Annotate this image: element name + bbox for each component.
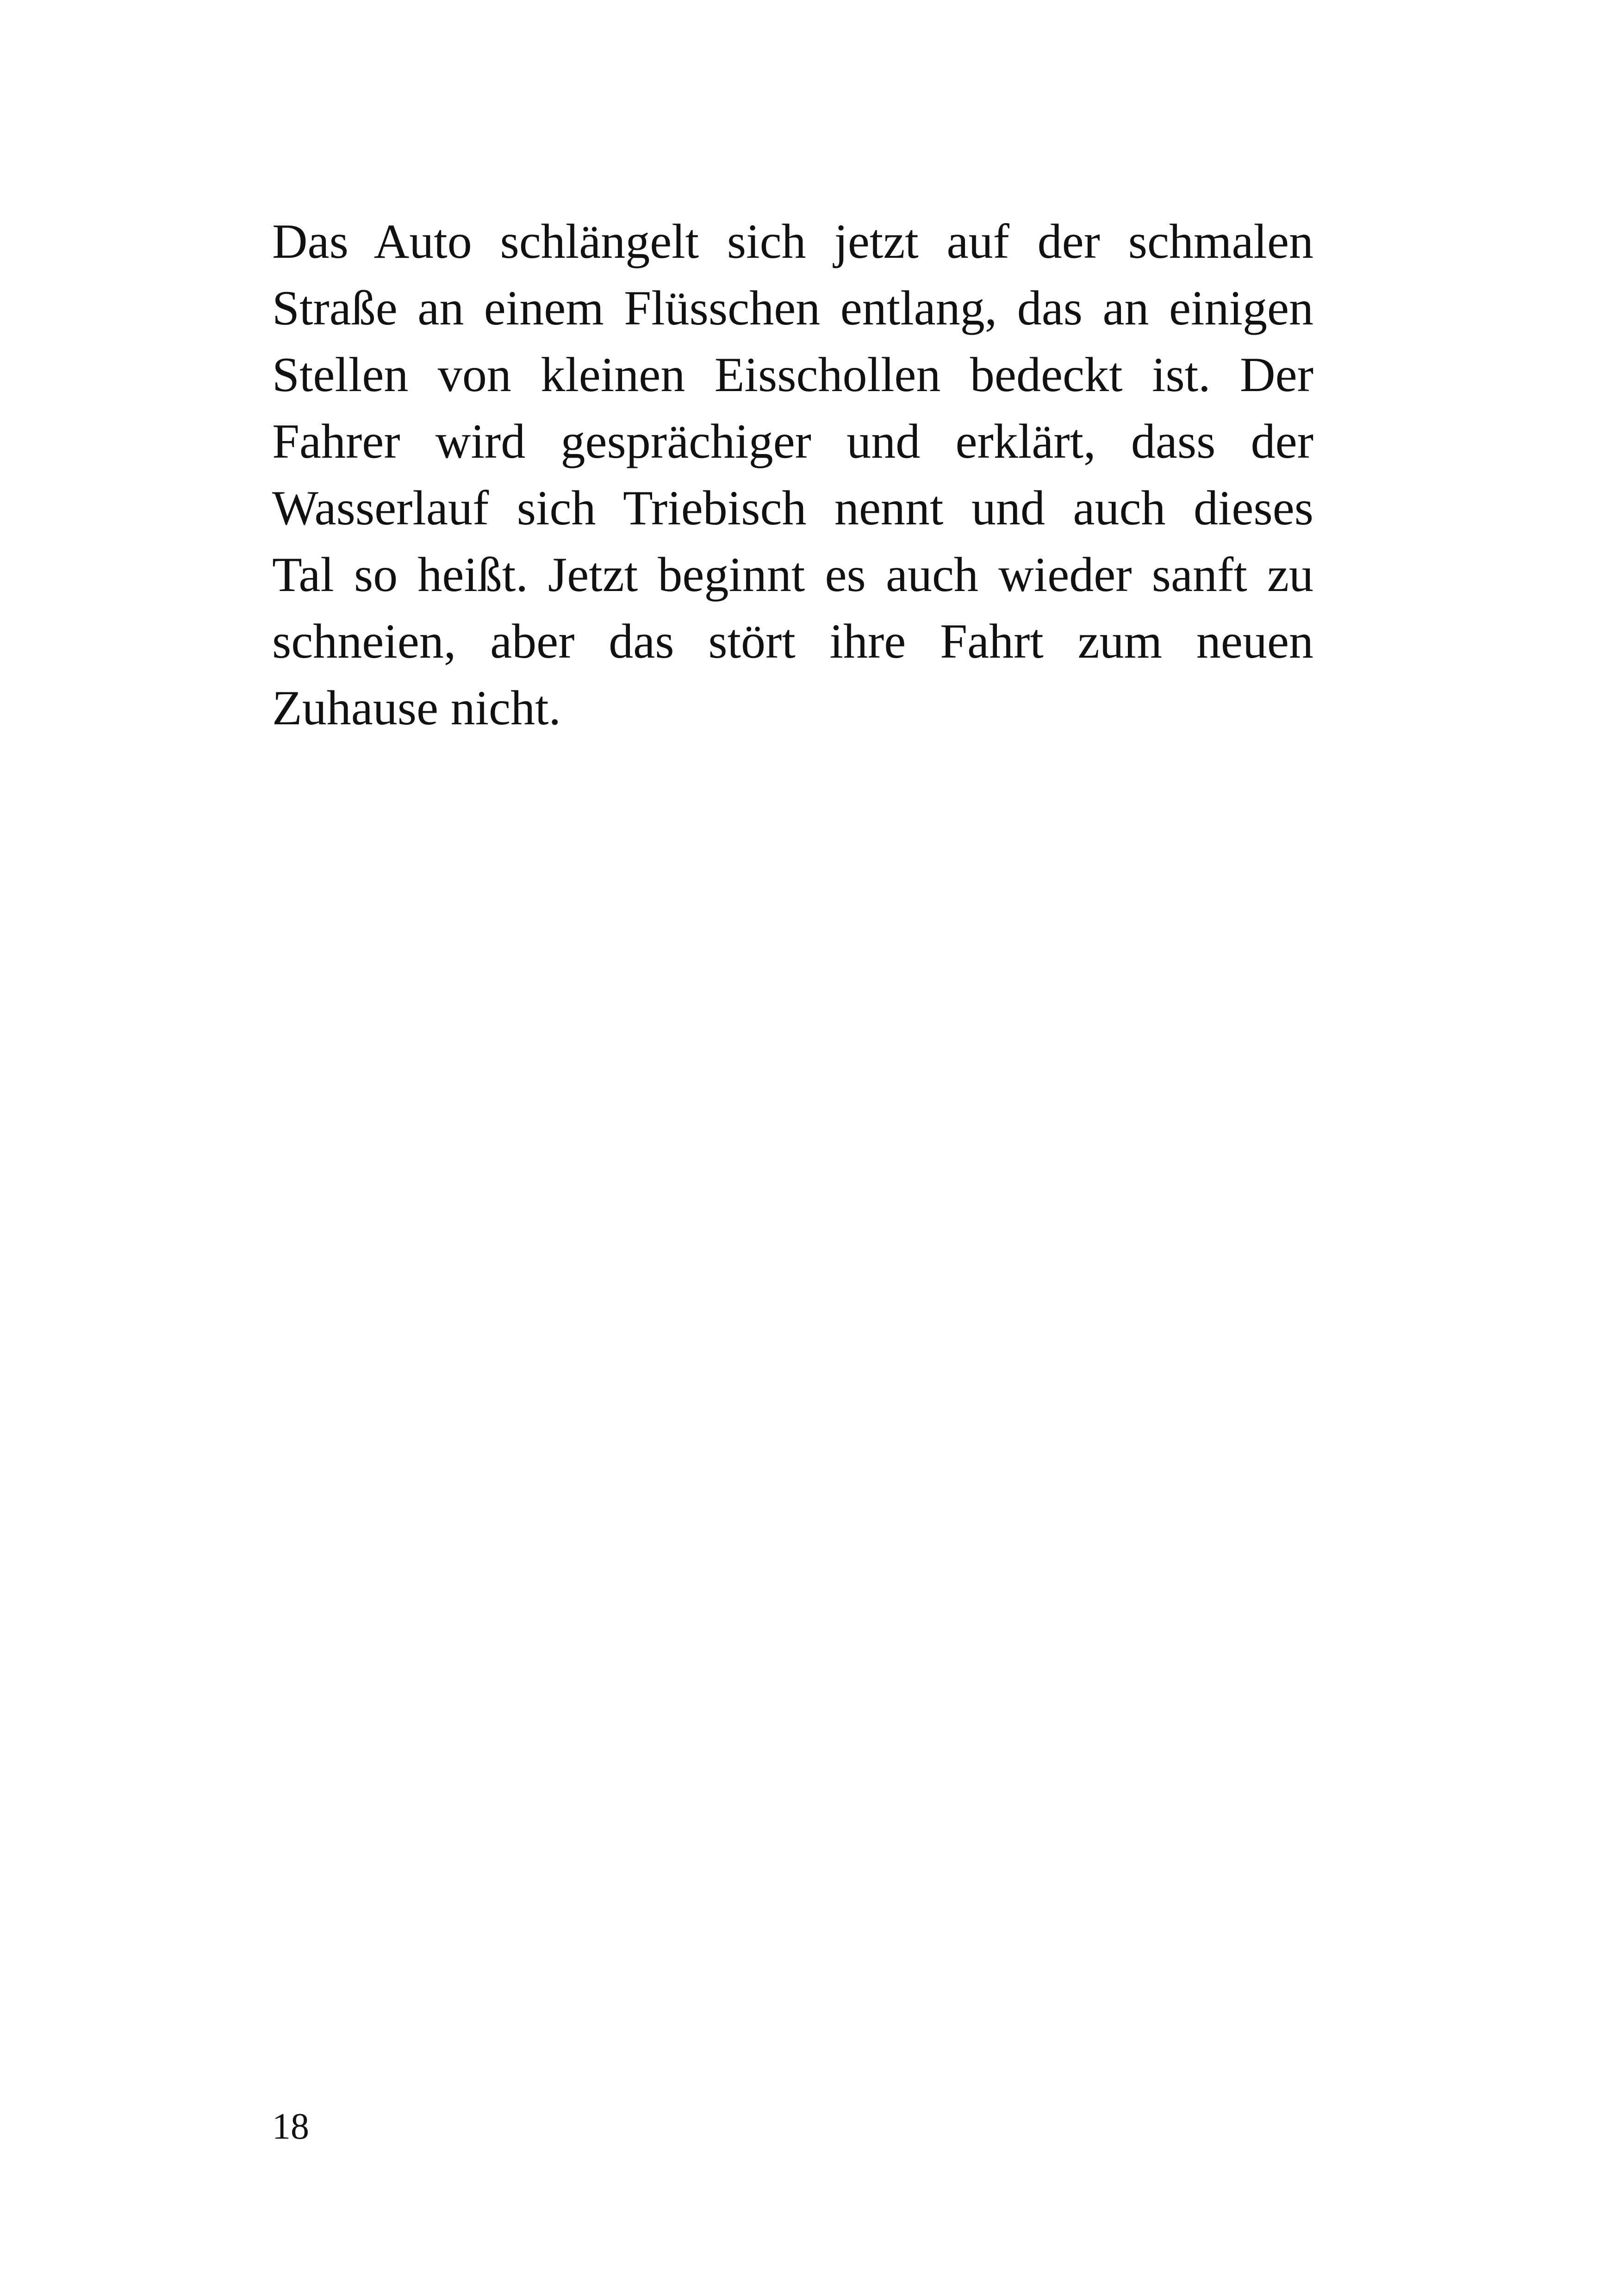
paragraph-line: Straße an einem Flüsschen entlang, das an einigen <box>272 281 1313 335</box>
paragraph-line: schneien, aber das stört ihre Fahrt zum neuen <box>272 614 1313 668</box>
paragraph-line: Tal so heißt. Jetzt beginnt es auch wieder sanft zu <box>272 548 1313 602</box>
paragraph-line: Fahrer wird gesprächiger und erklärt, dass der <box>272 414 1313 468</box>
body-paragraph <box>272 208 1313 741</box>
paragraph-line: Stellen von kleinen Eisschollen bedeckt ist. Der <box>272 348 1313 402</box>
page-number: 18 <box>272 2106 309 2147</box>
paragraph-line: Das Auto schlängelt sich jetzt auf der schmalen <box>272 214 1313 268</box>
paragraph-line: Wasserlauf sich Triebisch nennt und auch dieses <box>272 481 1313 535</box>
paragraph-line-last: Zuhause nicht. <box>272 681 561 735</box>
